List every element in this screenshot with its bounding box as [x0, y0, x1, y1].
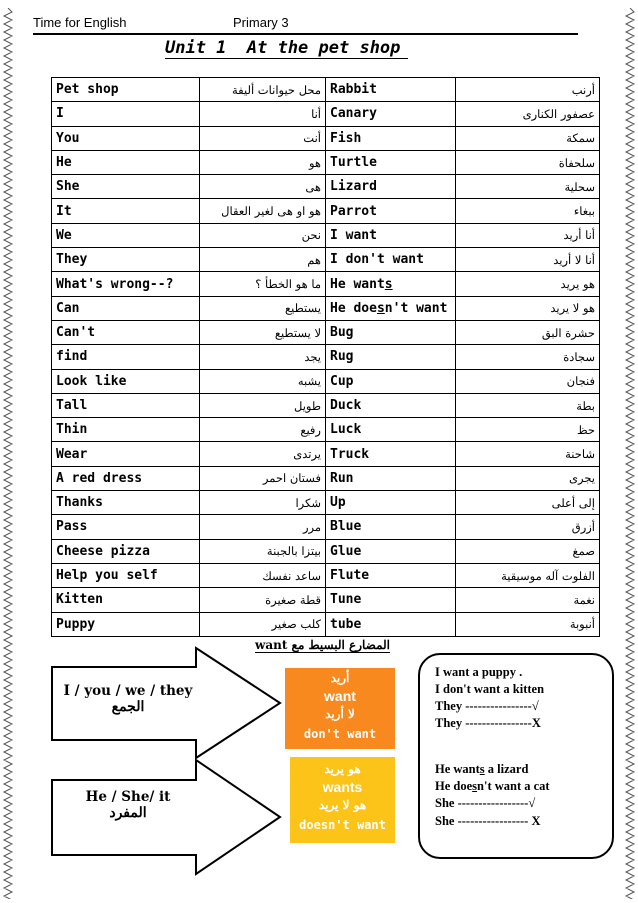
vocab-english-2: Bug — [326, 320, 456, 344]
vocab-english-1: He — [52, 150, 200, 174]
vocab-arabic-1: بيتزا بالجبنة — [200, 539, 326, 563]
example-line-6: He doesn't want a cat — [435, 779, 550, 793]
vocab-english-2: Canary — [326, 102, 456, 126]
vocab-arabic-2: نغمة — [456, 588, 600, 612]
vocab-arabic-1: كلب صغير — [200, 612, 326, 636]
doesnt-want-en: doesn't want — [299, 818, 386, 832]
vocab-arabic-2: ببغاء — [456, 199, 600, 223]
vocab-arabic-2: يجرى — [456, 466, 600, 490]
vocab-arabic-2: حظ — [456, 418, 600, 442]
vocab-english-2: Luck — [326, 418, 456, 442]
examples-box — [418, 653, 614, 859]
vocab-arabic-1: فستان احمر — [200, 466, 326, 490]
dont-want-ar: لا أريد — [325, 707, 355, 721]
vocab-english-1: We — [52, 223, 200, 247]
vocab-english-2: Lizard — [326, 175, 456, 199]
vocab-arabic-1: يجد — [200, 345, 326, 369]
vocab-arabic-1: أنا — [200, 102, 326, 126]
vocab-arabic-1: ساعد نفسك — [200, 563, 326, 587]
vocab-arabic-1: قطة صغيرة — [200, 588, 326, 612]
example-line-3: They ----------------√ — [435, 699, 539, 713]
vocab-english-2: He doesn't want — [326, 296, 456, 320]
want-ar: أريد — [330, 671, 350, 685]
vocab-english-1: Thanks — [52, 491, 200, 515]
vocab-arabic-2: سحلية — [456, 175, 600, 199]
wants-ar: هو يريد — [324, 762, 361, 776]
vocab-english-1: Look like — [52, 369, 200, 393]
example-line-5: He wants a lizard — [435, 762, 529, 776]
vocab-english-1: find — [52, 345, 200, 369]
vocab-arabic-2: سلحفاة — [456, 150, 600, 174]
vocab-arabic-2: أنبوبة — [456, 612, 600, 636]
vocab-arabic-2: هو لا يريد — [456, 296, 600, 320]
vocab-english-1: It — [52, 199, 200, 223]
vocab-english-1: You — [52, 126, 200, 150]
vocab-english-2: I want — [326, 223, 456, 247]
vocab-english-1: Cheese pizza — [52, 539, 200, 563]
vocab-arabic-1: رفيع — [200, 418, 326, 442]
vocab-arabic-2: أنا أريد — [456, 223, 600, 247]
example-line-1: I want a puppy . — [435, 665, 523, 679]
vocab-arabic-2: بطة — [456, 393, 600, 417]
vocab-arabic-1: هو او هى لغير العقال — [200, 199, 326, 223]
vocab-english-1: Pet shop — [52, 78, 200, 102]
vocab-english-1: Tall — [52, 393, 200, 417]
vocab-arabic-1: يشبه — [200, 369, 326, 393]
vocab-arabic-1: نحن — [200, 223, 326, 247]
vocab-arabic-1: مرر — [200, 515, 326, 539]
vocab-english-1: Can — [52, 296, 200, 320]
vocab-english-2: Turtle — [326, 150, 456, 174]
doesnt-want-ar: هو لا يريد — [318, 798, 367, 812]
singular-label-ar: المفرد — [109, 805, 147, 821]
example-line-7: She -----------------√ — [435, 796, 536, 810]
plural-arrow-label — [58, 683, 198, 715]
vocab-arabic-2: أزرق — [456, 515, 600, 539]
vocab-arabic-1: هى — [200, 175, 326, 199]
example-line-8: She ----------------- X — [435, 814, 541, 828]
vocab-english-2: tube — [326, 612, 456, 636]
vocab-english-2: Parrot — [326, 199, 456, 223]
vocab-english-2: I don't want — [326, 248, 456, 272]
vocab-english-2: Blue — [326, 515, 456, 539]
vocab-english-1: I — [52, 102, 200, 126]
singular-arrow-label — [58, 789, 198, 821]
vocab-arabic-2: سجادة — [456, 345, 600, 369]
vocab-arabic-2: حشرة البق — [456, 320, 600, 344]
vocab-english-2: Tune — [326, 588, 456, 612]
vocab-english-1: Can't — [52, 320, 200, 344]
vocab-arabic-1: هم — [200, 248, 326, 272]
singular-pronouns: He / She/ it — [85, 789, 171, 805]
vocab-arabic-2: إلى أعلى — [456, 491, 600, 515]
vocab-arabic-2: شاحنة — [456, 442, 600, 466]
vocab-arabic-2: عصفور الكنارى — [456, 102, 600, 126]
unit-title: Unit 1 At the pet shop — [165, 38, 408, 59]
vocab-arabic-2: أنا لا أريد — [456, 248, 600, 272]
example-line-4: They ----------------X — [435, 716, 541, 730]
plural-pronouns: I / you / we / they — [63, 683, 193, 699]
vocab-english-1: They — [52, 248, 200, 272]
vocab-english-1: Kitten — [52, 588, 200, 612]
vocab-english-2: He wants — [326, 272, 456, 296]
grammar-caption: المضارع البسيط مع want — [255, 638, 390, 652]
vocab-english-2: Rug — [326, 345, 456, 369]
vocab-arabic-2: هو يريد — [456, 272, 600, 296]
vocab-english-1: Pass — [52, 515, 200, 539]
vocab-arabic-2: سمكة — [456, 126, 600, 150]
vocab-english-2: Fish — [326, 126, 456, 150]
vocab-arabic-1: طويل — [200, 393, 326, 417]
wants-box-text — [290, 762, 395, 832]
vocab-english-2: Run — [326, 466, 456, 490]
vocab-arabic-1: هو — [200, 150, 326, 174]
vocab-english-1: Wear — [52, 442, 200, 466]
vocab-arabic-2: الفلوت آله موسيقية — [456, 563, 600, 587]
vocab-arabic-1: شكرا — [200, 491, 326, 515]
want-en: want — [324, 688, 356, 704]
vocab-english-2: Rabbit — [326, 78, 456, 102]
vocab-arabic-1: ما هو الخطأ ؟ — [200, 272, 326, 296]
want-box-text — [285, 671, 395, 741]
vocab-english-1: What's wrong--? — [52, 272, 200, 296]
vocab-english-2: Flute — [326, 563, 456, 587]
header-grade: Primary 3 — [233, 15, 289, 30]
wants-en: wants — [322, 779, 363, 795]
vocab-english-2: Duck — [326, 393, 456, 417]
vocab-arabic-1: لا يستطيع — [200, 320, 326, 344]
vocab-english-2: Glue — [326, 539, 456, 563]
vocab-arabic-1: أنت — [200, 126, 326, 150]
vocab-english-2: Up — [326, 491, 456, 515]
vocab-arabic-2: صمغ — [456, 539, 600, 563]
plural-label-ar: الجمع — [111, 699, 145, 715]
vocab-arabic-1: محل حيوانات أليفة — [200, 78, 326, 102]
vocab-english-1: She — [52, 175, 200, 199]
dont-want-en: don't want — [303, 727, 377, 741]
vocab-arabic-2: فنجان — [456, 369, 600, 393]
vocab-arabic-2: أرنب — [456, 78, 600, 102]
vocab-english-2: Truck — [326, 442, 456, 466]
vocab-english-1: A red dress — [52, 466, 200, 490]
example-line-2: I don't want a kitten — [435, 682, 545, 696]
vocab-english-1: Thin — [52, 418, 200, 442]
vocab-arabic-1: يستطيع — [200, 296, 326, 320]
vocab-arabic-1: يرتدى — [200, 442, 326, 466]
vocab-english-1: Puppy — [52, 612, 200, 636]
header-series: Time for English — [33, 15, 127, 30]
vocab-english-2: Cup — [326, 369, 456, 393]
vocab-english-1: Help you self — [52, 563, 200, 587]
